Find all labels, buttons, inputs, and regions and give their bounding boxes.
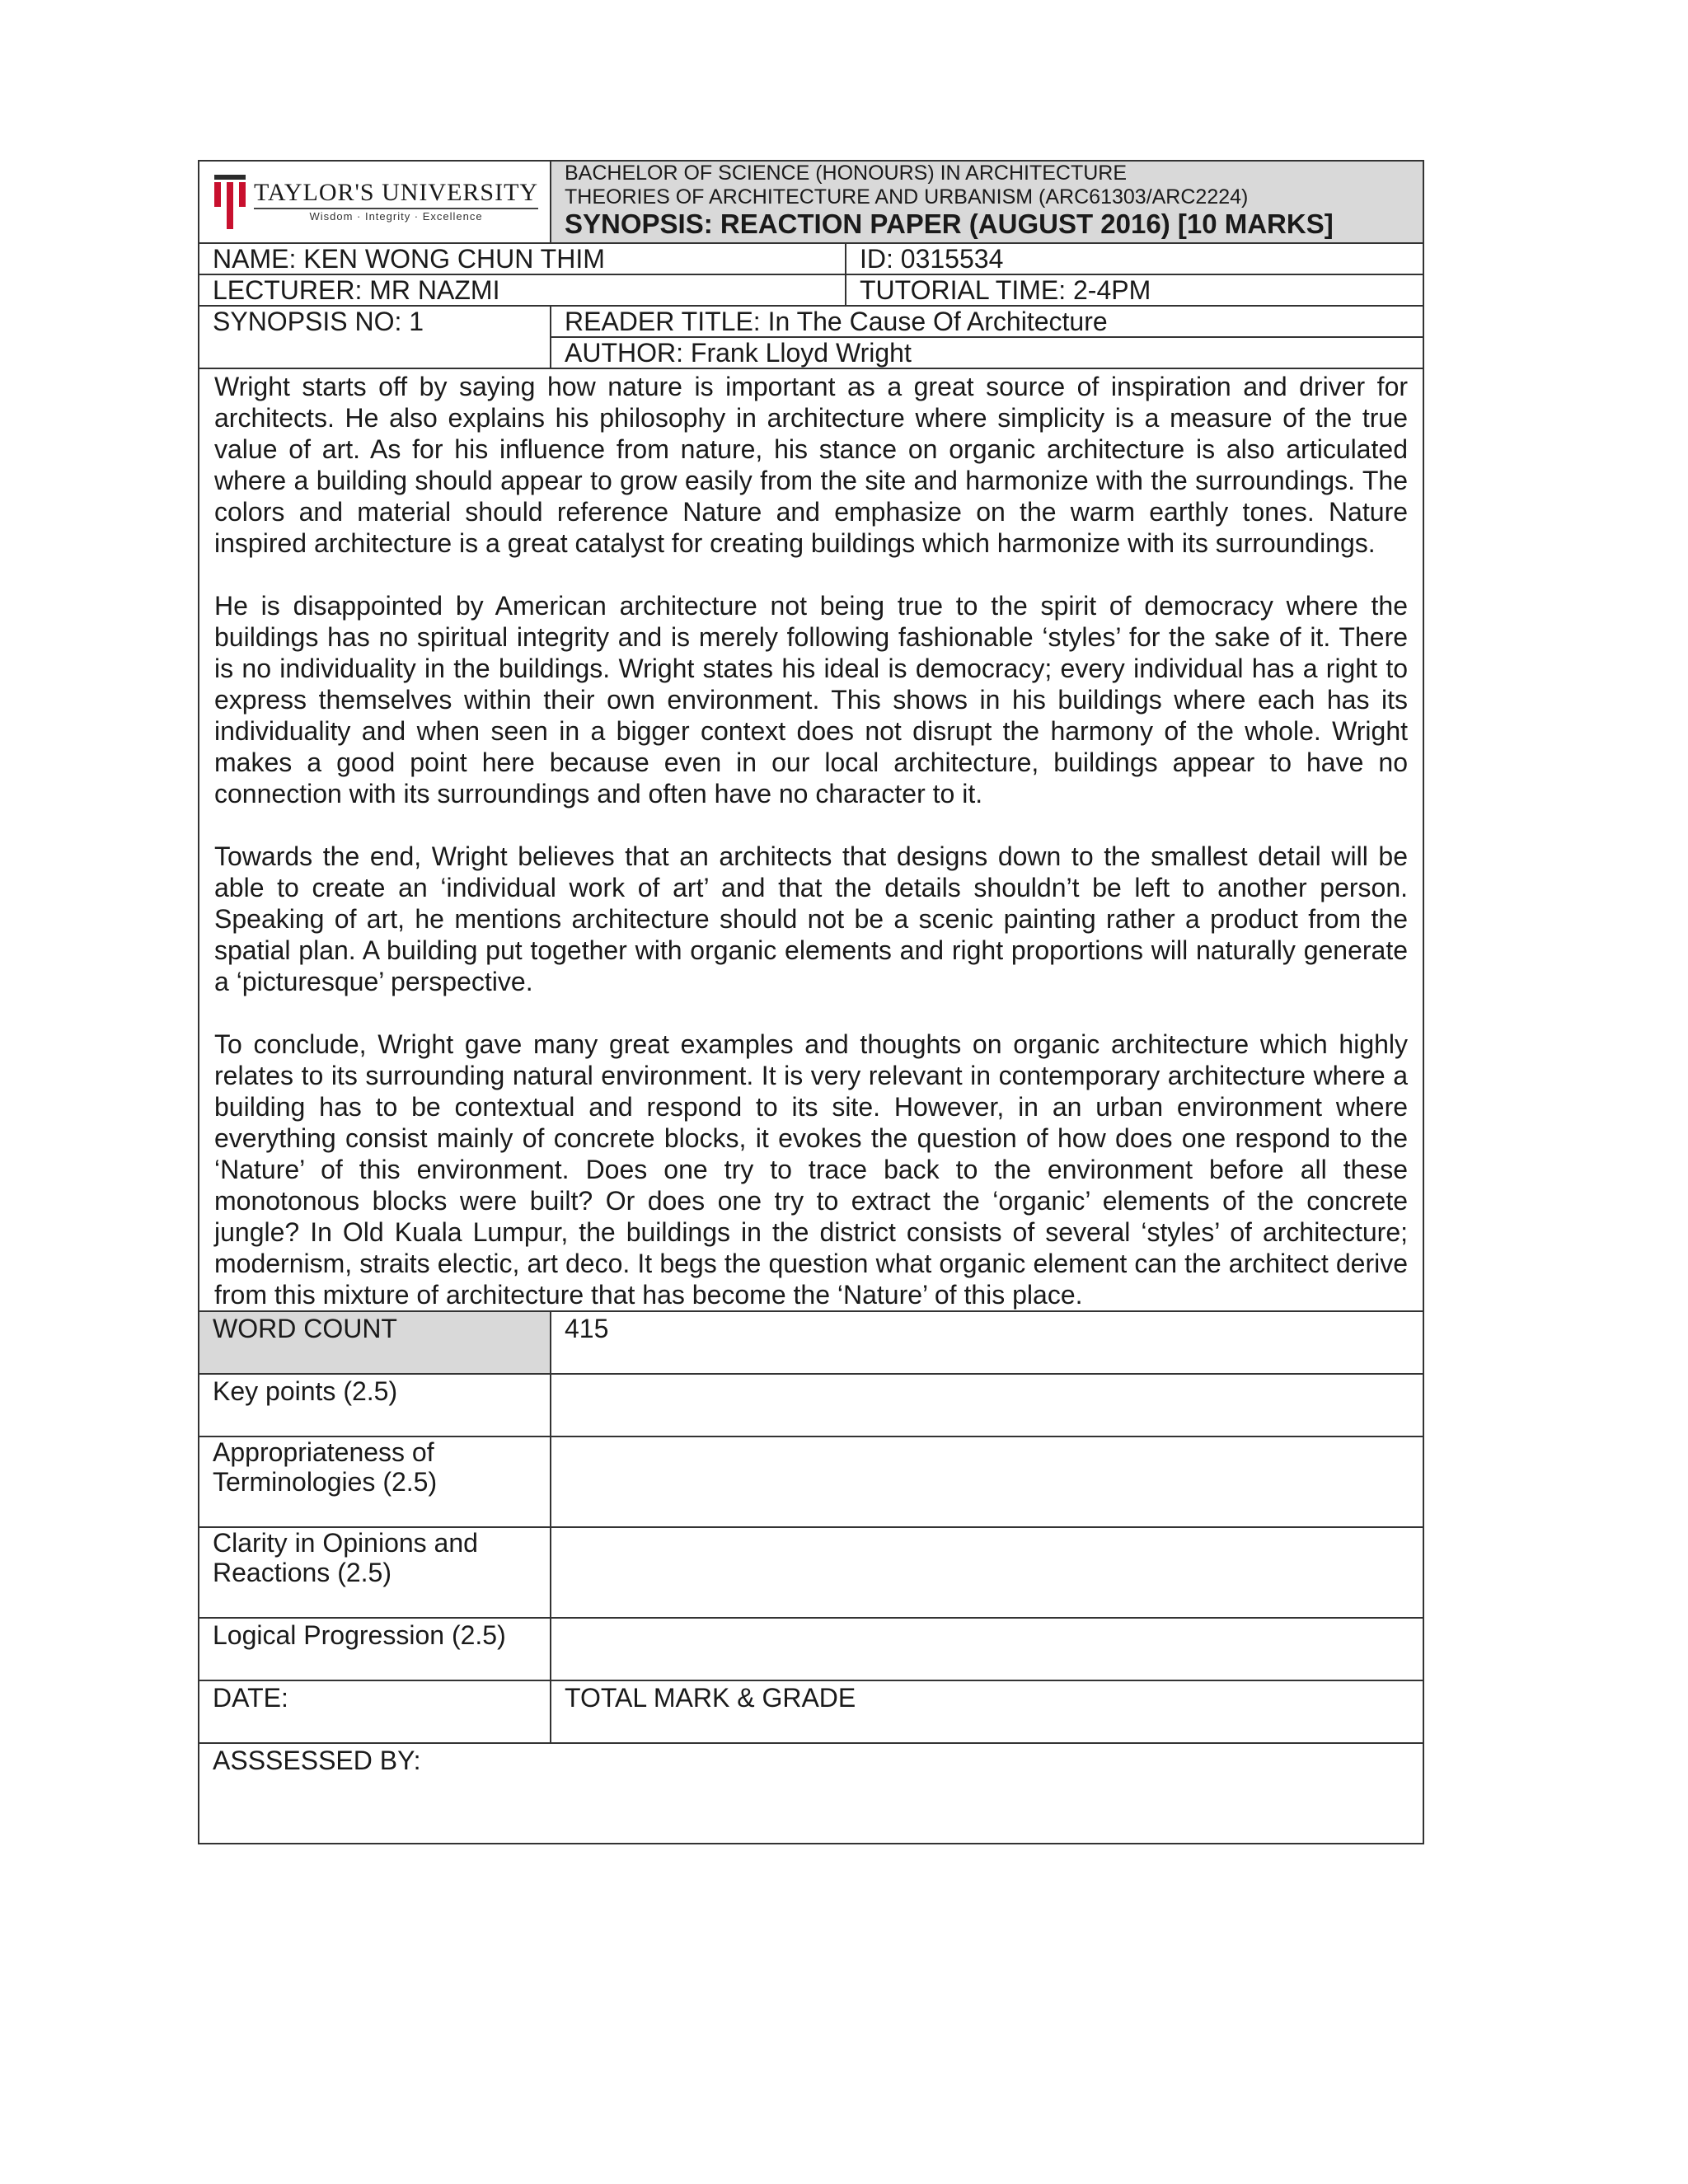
document-title: SYNOPSIS: REACTION PAPER (AUGUST 2016) [10 MARKS] xyxy=(565,209,1334,239)
synopsis-body-row xyxy=(199,368,1423,1311)
key-points-score xyxy=(551,1374,1423,1436)
clarity-row xyxy=(199,1527,1423,1618)
body-paragraph-3: Towards the end, Wright believes that an architects that designs down to the smallest detail will be able to create an ‘individual work of art’ and that the details shouldn’t be left to another person. Speaking of art, he mentions architecture should not be a scenic painting rather a product from the spatial plan. A building put together with organic elements and right proportions will naturally generate a ‘picturesque’ perspective. xyxy=(214,841,1409,996)
total-mark-label: TOTAL MARK & GRADE xyxy=(551,1680,1423,1743)
word-count-value: 415 xyxy=(551,1311,1423,1374)
key-points-label: Key points (2.5) xyxy=(199,1374,551,1436)
lecturer-row xyxy=(199,274,1423,306)
form-table xyxy=(198,160,1424,1844)
body-paragraph-2: He is disappointed by American architecture not being true to the spirit of democracy where the buildings has no spiritual integrity and is merely following fashionable ‘styles’ for the sake of it. There is no individuality in the buildings. Wright states his ideal is democracy; every individual has a right to express themselves within their own environment. This shows in his buildings where each has its individuality and when seen in a bigger context does not disrupt the harmony of the whole. Wright makes a good point here because even in our local architecture, buildings appear to have no connection with its surroundings and often have no character to it. xyxy=(214,591,1409,808)
synopsis-body xyxy=(199,368,1423,1311)
appropriateness-row xyxy=(199,1436,1423,1527)
appropriateness-label xyxy=(199,1436,551,1527)
key-points-row xyxy=(199,1374,1423,1436)
university-name: TAYLOR'S UNIVERSITY xyxy=(254,180,538,209)
body-paragraph-4: To conclude, Wright gave many great examples and thoughts on organic architecture which highly relates to its surrounding natural environment. It is very relevant in contemporary architecture where a building has to be contextual and respond to its site. However, in an urban environment where everything consist mainly of concrete blocks, it evokes the question of how does one respond to the ‘Nature’ of this environment. Does one try to trace back to the environment before all these monotonous blocks were built? Or does one try to extract the ‘organic’ elements of the concrete jungle? In Old Kuala Lumpur, the buildings in the district consists of several ‘styles’ of architecture; modernism, straits electic, art deco. It begs the question what organic element can the architect derive from this mixture of architecture that has become the ‘Nature’ of this place. xyxy=(214,1029,1409,1310)
word-count-row xyxy=(199,1311,1423,1374)
taylors-logo-icon xyxy=(214,175,246,229)
reader-author: AUTHOR: Frank Lloyd Wright xyxy=(551,337,1423,368)
header-row xyxy=(199,161,1423,243)
logo-cell xyxy=(199,161,551,243)
appropriateness-line-2: Terminologies (2.5) xyxy=(213,1467,438,1497)
module-title: THEORIES OF ARCHITECTURE AND URBANISM (ARC61303/ARC2224) xyxy=(565,185,1249,209)
assessed-row xyxy=(199,1743,1423,1844)
lecturer: LECTURER: MR NAZMI xyxy=(199,274,846,306)
logical-row xyxy=(199,1618,1423,1680)
assessed-by-label: ASSSESSED BY: xyxy=(199,1743,1423,1844)
body-paragraph-1: Wright starts off by saying how nature is important as a great source of inspiration and driver for architects. He also explains his philosophy in architecture where simplicity is a measure of the true value of art. As for his influence from nature, his stance on organic architecture is also articulated where a building should appear to grow easily from the site and harmonize with the surroundings. The colors and material should reference Nature and emphasize on the warm earthly tones. Nature inspired architecture is a great catalyst for creating buildings which harmonize with its surroundings. xyxy=(214,372,1409,558)
clarity-line-1: Clarity in Opinions and xyxy=(213,1528,478,1558)
university-motto: Wisdom · Integrity · Excellence xyxy=(309,210,483,223)
appropriateness-score xyxy=(551,1436,1423,1527)
reader-row xyxy=(199,306,1423,337)
synopsis-form xyxy=(198,160,1423,1844)
reader-title: READER TITLE: In The Cause Of Architecture xyxy=(551,306,1423,337)
student-id: ID: 0315534 xyxy=(846,243,1423,274)
clarity-line-2: Reactions (2.5) xyxy=(213,1558,392,1587)
student-name: NAME: KEN WONG CHUN THIM xyxy=(199,243,846,274)
appropriateness-line-1: Appropriateness of xyxy=(213,1437,434,1467)
name-row xyxy=(199,243,1423,274)
clarity-label xyxy=(199,1527,551,1618)
date-row xyxy=(199,1680,1423,1743)
synopsis-number: SYNOPSIS NO: 1 xyxy=(199,306,551,368)
logical-label: Logical Progression (2.5) xyxy=(199,1618,551,1680)
programme-title: BACHELOR OF SCIENCE (HONOURS) IN ARCHITECTURE xyxy=(565,162,1128,185)
header-titles xyxy=(551,161,1423,243)
clarity-score xyxy=(551,1527,1423,1618)
tutorial-time: TUTORIAL TIME: 2-4PM xyxy=(846,274,1423,306)
word-count-label: WORD COUNT xyxy=(199,1311,551,1374)
logical-score xyxy=(551,1618,1423,1680)
date-label: DATE: xyxy=(199,1680,551,1743)
